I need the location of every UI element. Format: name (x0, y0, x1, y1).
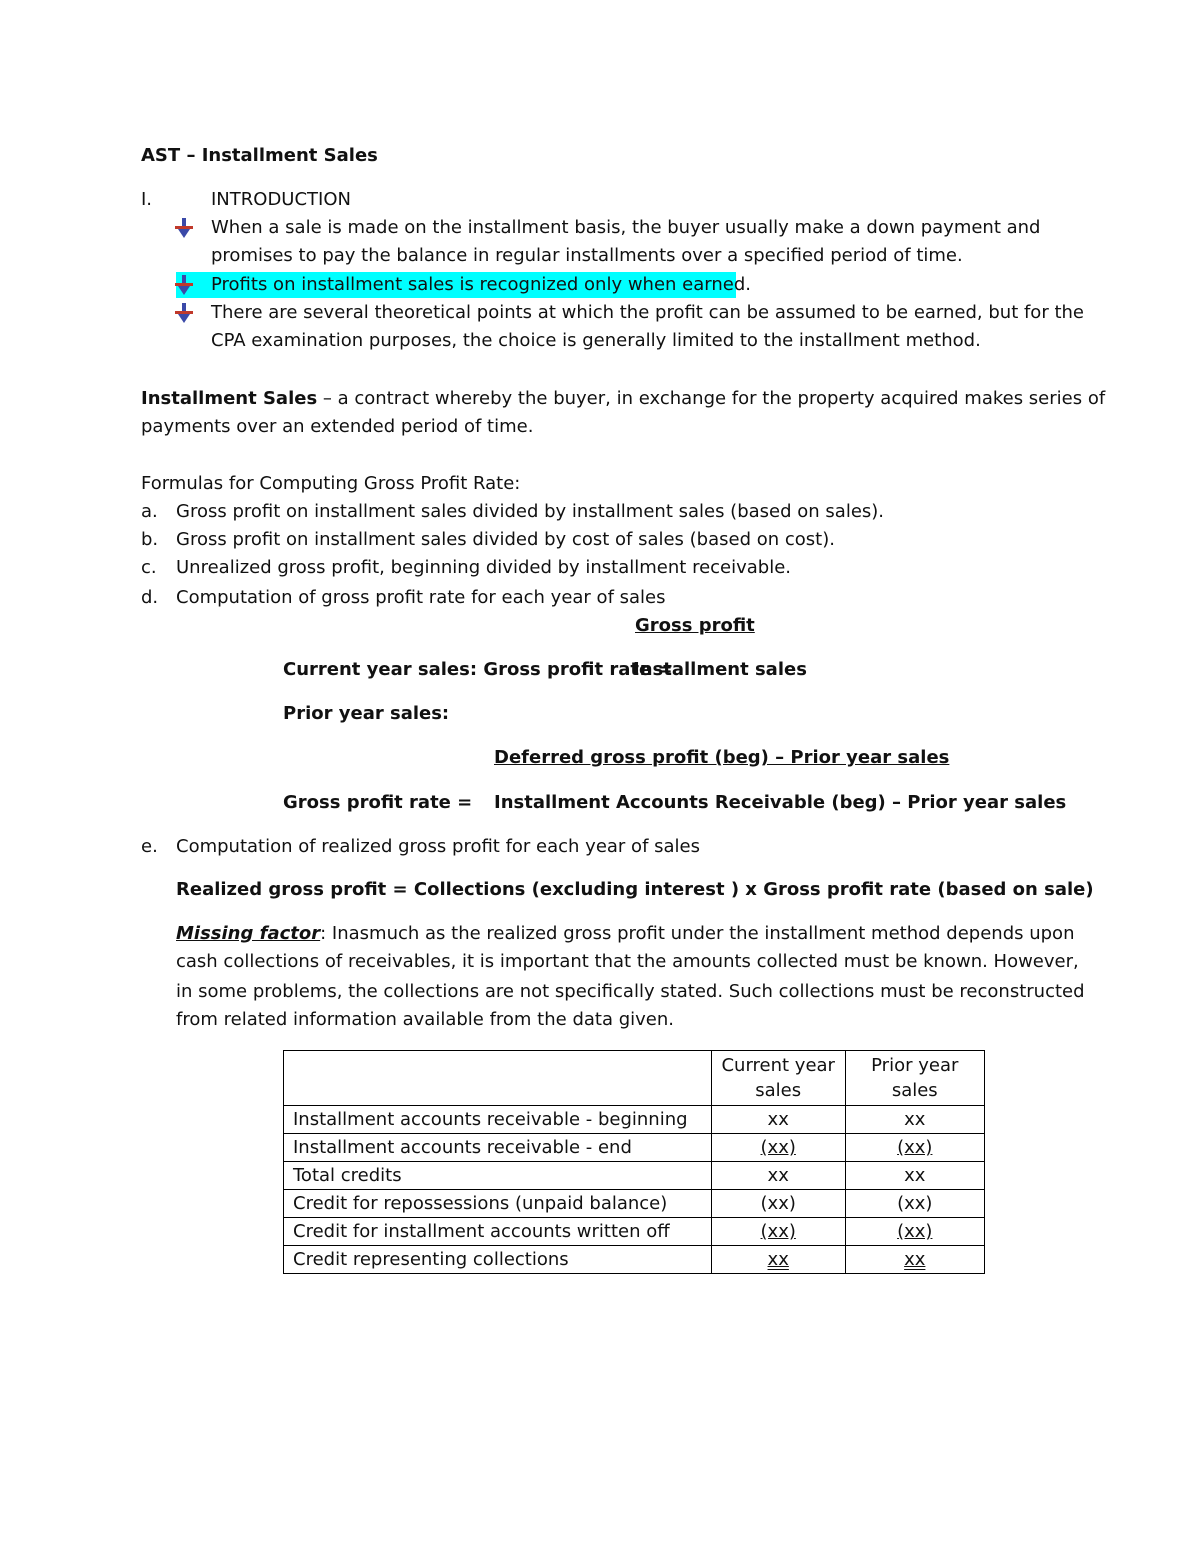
formula-numerator: Deferred gross profit (beg) – Prior year sales (494, 747, 950, 768)
list-item: Computation of gross profit rate for each year of sales (176, 587, 666, 608)
list-letter: a. (141, 501, 158, 522)
bullet-text: CPA examination purposes, the choice is generally limited to the installment method. (211, 330, 981, 351)
row-label: Total credits (284, 1162, 712, 1190)
row-current: (xx) (760, 1137, 796, 1158)
list-letter: c. (141, 557, 157, 578)
row-label: Installment accounts receivable - beginning (284, 1106, 712, 1134)
arrow-down-bullet-icon (174, 217, 194, 239)
missing-factor-text: : Inasmuch as the realized gross profit under the installment method depends upon (320, 923, 1075, 944)
formula-denominator: Installment sales (633, 659, 807, 680)
bullet-text-highlighted: Profits on installment sales is recognized only when earned. (211, 274, 751, 295)
row-prior: (xx) (897, 1221, 933, 1242)
row-current: (xx) (711, 1190, 845, 1218)
row-prior: xx (845, 1106, 984, 1134)
table-row (284, 1106, 985, 1134)
collections-table (283, 1050, 985, 1274)
row-prior: xx (904, 1249, 926, 1270)
missing-factor-text: cash collections of receivables, it is important that the amounts collected must be known. However, (176, 951, 1079, 972)
arrow-down-bullet-icon (174, 274, 194, 296)
bullet-text: When a sale is made on the installment basis, the buyer usually make a down payment and (211, 217, 1041, 238)
missing-factor-line (176, 920, 1074, 948)
section-numeral: I. (141, 189, 153, 210)
arrow-down-bullet-icon (174, 302, 194, 324)
table-row (284, 1218, 985, 1246)
table-header-current: Current year sales (711, 1051, 845, 1106)
row-label: Credit for repossessions (unpaid balance) (284, 1190, 712, 1218)
definition-line (141, 385, 1105, 413)
bullet-text: promises to pay the balance in regular installments over a specified period of time. (211, 245, 963, 266)
row-prior: xx (845, 1162, 984, 1190)
table-row (284, 1246, 985, 1274)
row-prior: (xx) (845, 1190, 984, 1218)
row-current: xx (767, 1249, 789, 1270)
formula-label: Current year sales: Gross profit rate = (283, 659, 673, 680)
table-row (284, 1134, 985, 1162)
definition-term: Installment Sales (141, 388, 318, 409)
row-prior: (xx) (897, 1137, 933, 1158)
row-label: Installment accounts receivable - end (284, 1134, 712, 1162)
list-letter: d. (141, 587, 159, 608)
row-label: Credit representing collections (284, 1246, 712, 1274)
row-label: Credit for installment accounts written off (284, 1218, 712, 1246)
bullet-text: There are several theoretical points at which the profit can be assumed to be earned, but for the (211, 302, 1084, 323)
missing-factor-text: from related information available from the data given. (176, 1009, 674, 1030)
table-row (284, 1162, 985, 1190)
realized-formula: Realized gross profit = Collections (excluding interest ) x Gross profit rate (based on sale) (176, 879, 1094, 900)
definition-text: payments over an extended period of time. (141, 416, 534, 437)
row-current: (xx) (760, 1221, 796, 1242)
list-item: Gross profit on installment sales divided by installment sales (based on sales). (176, 501, 885, 522)
list-letter: b. (141, 529, 159, 550)
list-letter: e. (141, 836, 158, 857)
page-title: AST – Installment Sales (141, 145, 378, 166)
section-heading: INTRODUCTION (211, 189, 351, 210)
formulas-heading: Formulas for Computing Gross Profit Rate: (141, 473, 521, 494)
formula-denominator: Installment Accounts Receivable (beg) – Prior year sales (494, 792, 1067, 813)
list-item: Unrealized gross profit, beginning divided by installment receivable. (176, 557, 792, 578)
missing-factor-text: in some problems, the collections are not specifically stated. Such collections must be reconstructed (176, 981, 1085, 1002)
definition-text: – a contract whereby the buyer, in exchange for the property acquired makes series of (317, 388, 1106, 409)
missing-factor-label: Missing factor (176, 923, 321, 944)
formula-numerator: Gross profit (635, 615, 755, 636)
formula-label: Gross profit rate = (283, 792, 473, 813)
table-row (284, 1190, 985, 1218)
list-item: Gross profit on installment sales divided by cost of sales (based on cost). (176, 529, 835, 550)
row-current: xx (711, 1106, 845, 1134)
table-header-row (284, 1051, 985, 1106)
row-current: xx (711, 1162, 845, 1190)
table-header-prior: Prior year sales (845, 1051, 984, 1106)
formula-label: Prior year sales: (283, 703, 450, 724)
table-header-blank (284, 1051, 712, 1106)
list-item: Computation of realized gross profit for each year of sales (176, 836, 700, 857)
